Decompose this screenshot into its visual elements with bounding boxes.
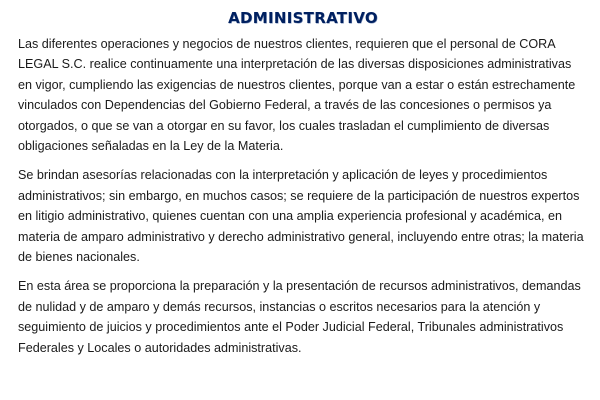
paragraph-asesorias: Se brindan asesorías relacionadas con la interpretación y aplicación de leyes y procedimientos administrativos; sin embargo, en muchos casos; se requiere de la participación de nuestros expertos en litigio administrativo, quienes cuentan con una amplia experiencia profesional y académica, en materia de amparo administrativo y derecho administrativo general, incluyendo entre otras; la materia de bienes nacionales. xyxy=(18,168,584,265)
paragraph-operaciones: Las diferentes operaciones y negocios de nuestros clientes, requieren que el personal de CORA LEGAL S.C. realice continuamente una interpretación de las diversas disposiciones administrativas en vigor, cumpliendo las exigencias de nuestros clientes, porque van a estar o están estrechamente vinculados con Dependencias del Gobierno Federal, a través de las concesiones o permisos ya otorgados, o que se van a otorgar en su favor, los cuales trasladan el cumplimiento de diversas obligaciones señaladas en la Ley de la Materia. xyxy=(18,37,576,154)
section-title: ADMINISTRATIVO xyxy=(228,9,378,27)
paragraph-recursos: En esta área se proporciona la preparación y la presentación de recursos administrativos, demandas de nulidad y de amparo y demás recursos, instancias o escritos necesarios para la atención y seguimiento de juicios y procedimientos ante el Poder Judicial Federal, Tribunales administrativos Federales y Locales o autoridades administrativas. xyxy=(18,279,581,355)
